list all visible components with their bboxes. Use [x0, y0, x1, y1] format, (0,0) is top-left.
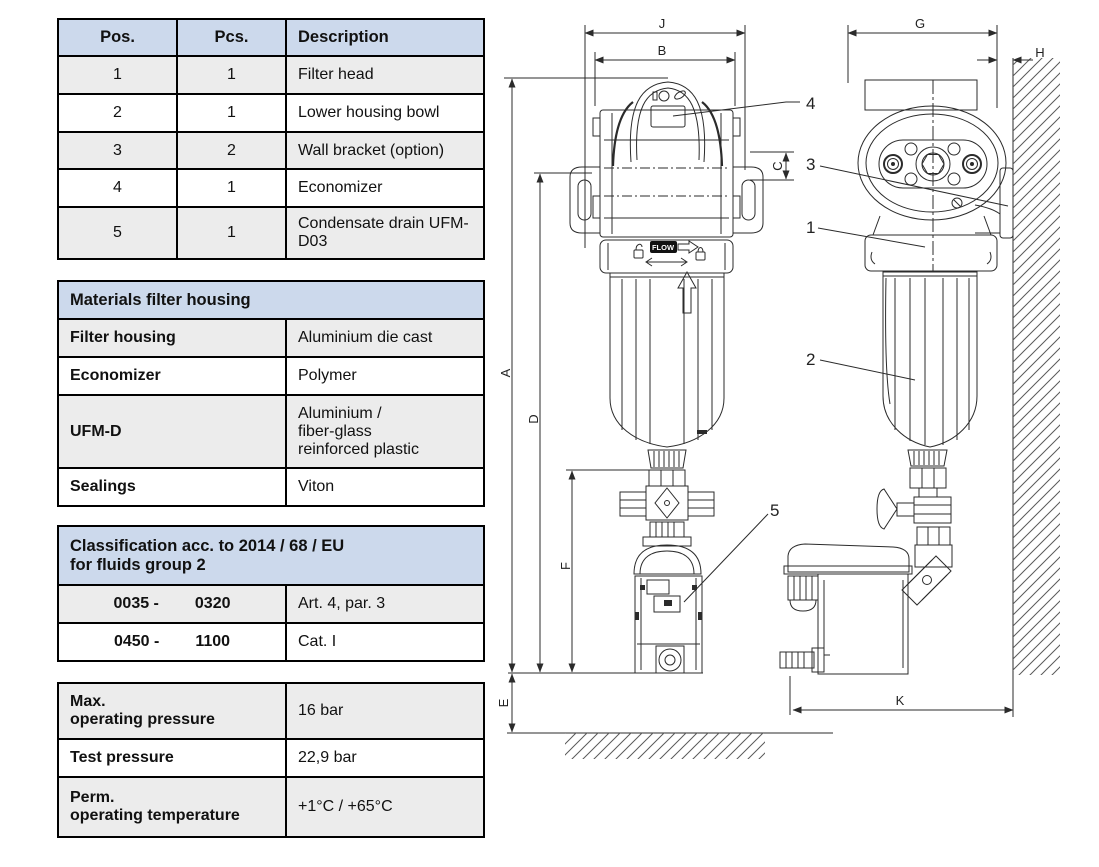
ground — [507, 733, 833, 759]
title-line: Classification acc. to 2014 / 68 / EU — [70, 536, 345, 555]
cell-description: Wall bracket (option) — [286, 132, 484, 169]
condensate-drain-side — [780, 544, 912, 674]
cell-pos: 4 — [58, 169, 177, 207]
value-line: reinforced plastic — [298, 440, 419, 458]
butterfly-handle — [877, 489, 897, 529]
cell-operating-value: 22,9 bar — [286, 739, 484, 777]
cell-pos: 3 — [58, 132, 177, 169]
cell-operating-value: +1°C / +65°C — [286, 777, 484, 837]
callouts — [673, 102, 1008, 602]
cell-material-label: Filter housing — [58, 319, 286, 357]
cell-material-value: Aluminium die cast — [286, 319, 484, 357]
cell-pos: 1 — [58, 56, 177, 94]
wall — [1013, 58, 1060, 717]
front-view — [507, 82, 833, 759]
label-line: operating pressure — [70, 711, 215, 728]
label-line: Perm. — [70, 789, 115, 806]
drain-valve-front — [620, 450, 714, 520]
range-to: 1100 — [195, 633, 231, 650]
callout-label-3: 3 — [806, 155, 816, 174]
cell-description: Economizer — [286, 169, 484, 207]
wall-bracket-right — [733, 167, 763, 233]
wall-hatch — [1013, 58, 1060, 675]
column-header-pcs: Pcs. — [177, 19, 286, 56]
dim-label-J: J — [658, 16, 666, 31]
cell-pos: 2 — [58, 94, 177, 132]
value-line: Aluminium / — [298, 404, 382, 422]
callout-leader-2 — [820, 360, 915, 380]
dim-label-E: E — [496, 698, 511, 708]
cell-pcs: 2 — [177, 132, 286, 169]
range-from: 0450 - — [113, 633, 160, 650]
callout-leader-3 — [820, 166, 1008, 206]
ground-hatch — [565, 733, 765, 759]
cell-description: Filter head — [286, 56, 484, 94]
value-line: fiber-glass — [298, 422, 372, 440]
dim-label-B: B — [657, 43, 667, 58]
callout-leader-5 — [684, 514, 768, 602]
cell-operating-label: Test pressure — [58, 739, 286, 777]
dimensions — [504, 25, 1033, 732]
dim-label-A: A — [498, 368, 513, 378]
cell-material-label: UFM-D — [58, 395, 286, 468]
cell-material-value: Viton — [286, 468, 484, 506]
cell-classification-value: Art. 4, par. 3 — [286, 585, 484, 623]
cell-pcs: 1 — [177, 207, 286, 259]
label-line: operating temperature — [70, 807, 240, 824]
housing-bowl-side — [883, 272, 977, 447]
dim-label-C: C — [770, 161, 785, 171]
cell-description: Lower housing bowl — [286, 94, 484, 132]
range-to: 0320 — [194, 595, 231, 612]
dim-label-G: G — [914, 16, 926, 31]
callout-labels — [652, 94, 816, 520]
column-header-pos: Pos. — [58, 19, 177, 56]
hose-barb — [780, 652, 814, 668]
dim-label-D: D — [526, 414, 541, 424]
flow-label: FLOW — [651, 243, 675, 252]
column-header-description: Description — [286, 19, 484, 56]
callout-label-2: 2 — [806, 350, 816, 369]
callout-label-5: 5 — [770, 501, 780, 520]
cell-pos: 5 — [58, 207, 177, 259]
callout-label-1: 1 — [806, 218, 816, 237]
label-line: Max. — [70, 693, 106, 710]
condensate-drain-front — [634, 522, 702, 673]
valve-handle-stem — [897, 503, 914, 516]
side-view — [780, 58, 1060, 717]
callout-label-4: 4 — [806, 94, 816, 113]
cell-material-label: Economizer — [58, 357, 286, 395]
drain-valve-side — [877, 450, 952, 605]
closed-padlock-icon — [696, 248, 705, 261]
economizer-front — [613, 82, 722, 166]
callout-leader-1 — [818, 228, 925, 247]
cell-material-value: Polymer — [286, 357, 484, 395]
dim-label-F: F — [558, 562, 573, 570]
cell-material-label: Sealings — [58, 468, 286, 506]
cable-gland — [788, 576, 818, 600]
dim-label-H: H — [1035, 45, 1045, 60]
collar-side — [865, 235, 997, 271]
cell-description: Condensate drain UFM-D03 — [286, 207, 484, 259]
housing-bowl-front — [610, 272, 724, 447]
filter-head-side — [858, 80, 1006, 235]
open-padlock-icon — [634, 244, 643, 258]
cell-pcs: 1 — [177, 56, 286, 94]
up-arrow-icon — [678, 272, 696, 313]
cell-operating-value: 16 bar — [286, 683, 484, 739]
title-line: for fluids group 2 — [70, 555, 206, 574]
cell-pcs: 1 — [177, 169, 286, 207]
dim-label-K: K — [895, 693, 905, 708]
flow-arrow-icon — [678, 241, 698, 253]
cell-classification-value: Cat. I — [286, 623, 484, 661]
cell-pcs: 1 — [177, 94, 286, 132]
materials-title: Materials filter housing — [58, 281, 484, 319]
range-from: 0035 - — [113, 595, 159, 612]
